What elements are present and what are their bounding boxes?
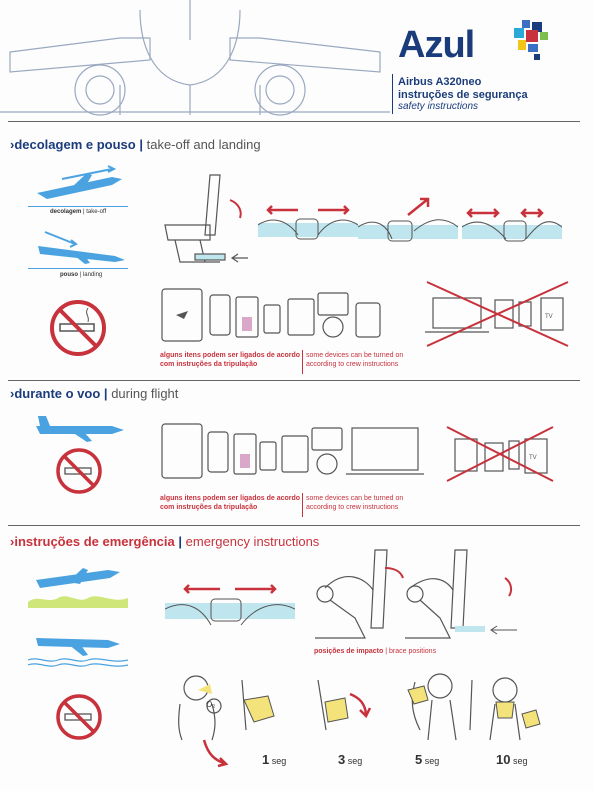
ground-line xyxy=(28,206,128,207)
timer-10: 10 seg xyxy=(496,752,528,767)
fasten-seatbelt-illustration xyxy=(258,195,358,250)
header-rule xyxy=(8,121,580,122)
section-rule-1 xyxy=(8,380,580,381)
devices-caption-en: some devices can be turned on according to crew instructions xyxy=(306,352,404,368)
no-smoking-icon-3 xyxy=(55,693,103,741)
aircraft-model: Airbus A320neo xyxy=(398,76,482,88)
caption-divider xyxy=(302,350,303,374)
no-smoking-icon xyxy=(48,298,108,358)
adjust-seatbelt-illustration xyxy=(462,195,562,250)
timer-3: 3 seg xyxy=(338,752,363,767)
prohibited-devices-illustration-2 xyxy=(445,425,555,483)
timer-1: 1 seg xyxy=(262,752,287,767)
section-rule-2 xyxy=(8,525,580,526)
unfasten-seatbelt-illustration xyxy=(358,195,458,250)
oxygen-label: O₂ xyxy=(206,700,216,709)
tv-label-2: TV xyxy=(529,455,537,461)
timer-5: 5 seg xyxy=(415,752,440,767)
devices-caption-pt: alguns itens podem ser ligados de acordo com instruções da tripulação xyxy=(160,352,301,368)
no-smoking-icon-2 xyxy=(55,447,103,495)
section-takeoff-title: ›decolagem e pouso | take-off and landing xyxy=(10,137,261,152)
title-en: safety instructions xyxy=(398,101,479,112)
landing-plane-icon xyxy=(30,228,130,268)
takeoff-plane-icon xyxy=(32,165,127,205)
devices-caption-pt-2: alguns itens podem ser ligados de acordo com instruções da tripulação xyxy=(160,495,301,511)
prohibited-devices-illustration xyxy=(425,280,570,348)
section-emergency-title: ›instruções de emergência | emergency instructions xyxy=(10,534,320,549)
seat-upright-illustration xyxy=(160,170,250,270)
cruise-plane-icon xyxy=(32,412,127,442)
ground-line-2 xyxy=(28,268,128,269)
emergency-land-plane-icon xyxy=(28,560,128,610)
header-divider xyxy=(392,74,393,114)
allowed-devices-illustration xyxy=(160,285,390,345)
brand-logo-text: Azul xyxy=(398,24,475,66)
pouso-label: pouso | landing xyxy=(60,272,103,278)
emergency-water-plane-icon xyxy=(28,620,128,670)
tv-label: TV xyxy=(545,314,553,320)
decolagem-label: decolagem | take-off xyxy=(50,209,107,215)
devices-caption-en-2: some devices can be turned on according to crew instructions xyxy=(306,495,404,511)
section-during-flight-title: ›durante o voo | during flight xyxy=(10,386,179,401)
allowed-devices-illustration-2 xyxy=(160,420,430,482)
emergency-seatbelt-illustration xyxy=(165,575,295,640)
brace-caption: posições de impacto | brace positions xyxy=(314,648,437,655)
brace-position-illustration xyxy=(305,548,520,648)
title-pt: instruções de segurança xyxy=(398,89,528,101)
brazil-flag-logo-icon xyxy=(508,18,554,64)
airplane-front-illustration xyxy=(0,0,390,120)
caption-divider-2 xyxy=(302,493,303,517)
